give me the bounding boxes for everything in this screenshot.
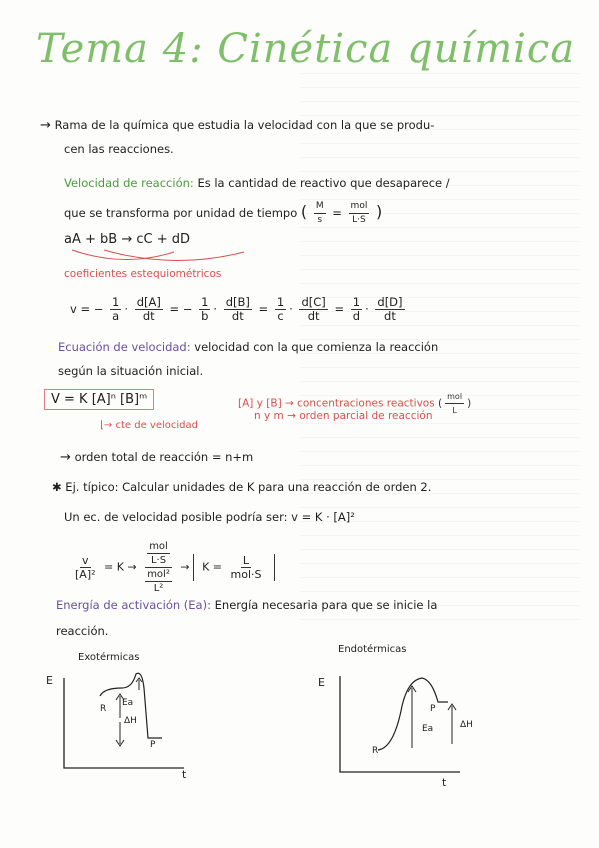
exo-P-label: P [150, 740, 156, 750]
activation-line-2: reacción. [56, 624, 109, 638]
velocity-line-2: que se transforma por unidad de tiempo ( $\frac{M}{s}$ = $\frac{\text{mol}}{L\cdot S}$ ) [64, 201, 383, 225]
unit-derivation: $\frac{v}{\text{[A]²}}$ = K → $\frac{\frac{\text{mol}}{L\cdot S}}{\frac{\text{mol²}}{\text{L²}}}$ → K = $\frac{L}{\text{mol·S}}$ [70, 540, 275, 595]
endo-P-label: P [430, 704, 436, 714]
endo-Ea-label: Ea [422, 724, 434, 734]
intro-line-2: cen las reacciones. [64, 142, 174, 156]
intro-text-1: Rama de la química que estudia la velocidad con la que se produ- [54, 118, 435, 132]
total-order-line: → orden total de reacción = n+m [60, 450, 254, 465]
frac-1b: $\frac{1}{b}$ [201, 295, 209, 323]
example-text: Ej. típico: Calcular unidades de K para una reacción de orden 2. [65, 480, 432, 494]
page-title: Tema 4: Cinética química [36, 26, 576, 72]
velocity-def-1: Es la cantidad de reactivo que desaparece / [197, 176, 450, 190]
unit-frac-mol: $\frac{\text{mol}}{L\cdot S}$ [350, 201, 368, 225]
frac-1a: $\frac{1}{a}$ [112, 295, 120, 323]
exo-label: Exotérmicas [78, 652, 140, 663]
frac-dD: $\frac{d[D]}{dt}$ [377, 295, 403, 323]
endo-dH-label: ΔH [460, 720, 473, 730]
exo-Ea-label: Ea [122, 698, 134, 708]
k-result: K = $\frac{L}{\text{mol·S}}$ [193, 554, 275, 581]
rate-eq-def-1: velocidad con la que comienza la reacción [194, 340, 439, 354]
rate-law-box [44, 392, 154, 407]
endo-label: Endotérmicas [338, 644, 407, 655]
activation-heading: Energía de activación (Ea): [56, 598, 211, 612]
unit-frac-M: $\frac{M}{s}$ [315, 201, 324, 225]
conc-note: [A] y [B] → concentraciones reactivos ( $\frac{\text{mol}}{L}$ ) [238, 392, 472, 415]
frac-dA: $\frac{d[A]}{dt}$ [136, 295, 161, 323]
velocity-line-1 [64, 176, 450, 190]
reaction-equation: aA + bB → cC + dD [64, 232, 190, 247]
exothermic-diagram [44, 668, 204, 788]
velocity-def-2: que se transforma por unidad de tiempo [64, 206, 298, 220]
velocity-heading: Velocidad de reacción: [64, 176, 194, 190]
endo-E-label: E [318, 676, 325, 689]
activation-line-1 [56, 598, 437, 612]
k-const-note: ⌊→ cte de velocidad [100, 420, 198, 431]
rate-eq-line-1 [58, 340, 438, 354]
example-line-2: Un ec. de velocidad posible podría ser: v = K · [A]² [64, 510, 355, 524]
exo-R-label: R [100, 704, 107, 714]
conc-unit: $\frac{\text{mol}}{L}$ [447, 392, 463, 415]
exo-t-label: t [182, 768, 187, 781]
rate-eq-line-2: según la situación inicial. [58, 364, 204, 378]
endo-t-label: t [442, 776, 447, 789]
total-order-text: orden total de reacción = n+m [74, 450, 254, 464]
frac-1c: $\frac{1}{c}$ [276, 295, 285, 323]
coef-label: coeficientes estequiométricos [64, 268, 222, 280]
endothermic-diagram [320, 666, 480, 786]
intro-line-1 [40, 118, 434, 133]
orders-note: n y m → orden parcial de reacción [254, 410, 433, 422]
frac-v-A2: $\frac{v}{\text{[A]²}}$ [75, 554, 96, 581]
frac-dC: $\frac{d[C]}{dt}$ [301, 295, 326, 323]
frac-nested: $\frac{\frac{\text{mol}}{L\cdot S}}{\frac{\text{mol²}}{\text{L²}}}$ [147, 541, 170, 594]
arrow-icon: → [40, 118, 51, 133]
example-line: ✱ Ej. típico: Calcular unidades de K para una reacción de orden 2. [52, 480, 432, 494]
rate-expression: v = − $\frac{1}{a}$ · $\frac{d[A]}{dt}$ = − $\frac{1}{b}$ · $\frac{d[B]}{dt}$ = $\frac{1}{c}$ · $\frac{d[C]}{dt}$ = $\frac{1}{d}$ · $\frac{d[D]}{dt}$ [70, 295, 403, 323]
endo-R-label: R [372, 746, 379, 756]
rate-law: V = K [A]ⁿ [B]ᵐ [44, 389, 154, 410]
coef-arrows [64, 246, 264, 268]
exo-E-label: E [46, 674, 53, 687]
rate-eq-heading: Ecuación de velocidad: [58, 340, 191, 354]
exo-dH-label: ΔH [124, 716, 137, 726]
frac-1d: $\frac{1}{d}$ [352, 295, 361, 323]
activation-def-1: Energía necesaria para que se inicie la [214, 598, 438, 612]
frac-dB: $\frac{d[B]}{dt}$ [225, 295, 250, 323]
